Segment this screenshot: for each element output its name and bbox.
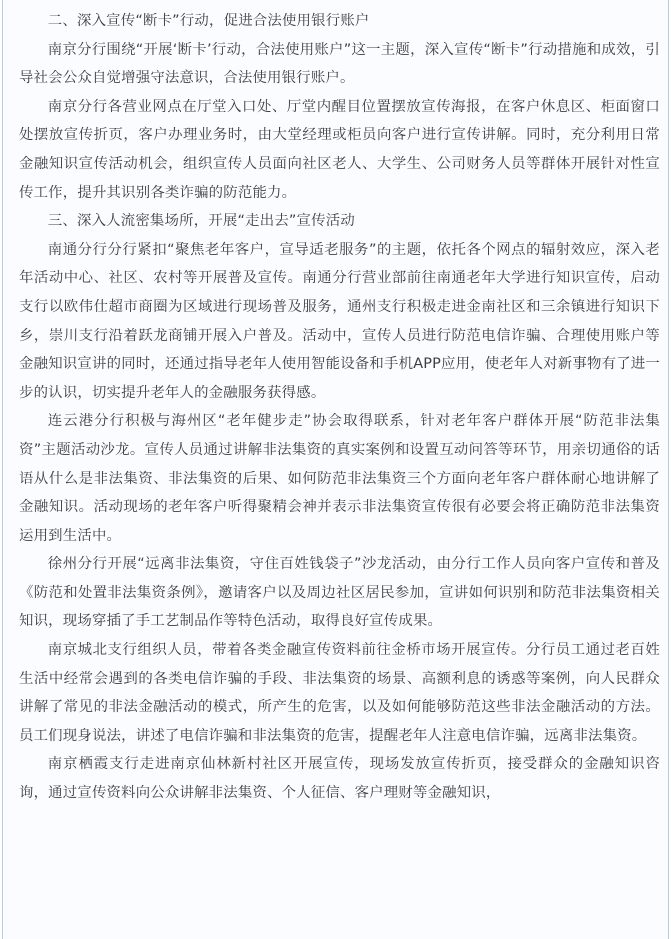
paragraph-chengbei-subbranch: 南京城北支行组织人员，带着各类金融宣传资料前往金桥市场开展宣传。分行员工通过老百姓生活中经常会遇到的各类电信诈骗的手段、非法集资的场景、高额利息的诱惑等案例，向人民群众讲解了常见的非法金融活动的模式，所产生的危害，以及如何能够防范这些非法金融活动的方法。员工们现身说法，讲述了电信诈骗和非法集资的危害，提醒老年人注意电信诈骗，远离非法集资。 [19,642,660,744]
paragraph-lianyungang-branch: 连云港分行积极与海州区“老年健步走”协会取得联系，针对老年客户群体开展“防范非法集资”主题活动沙龙。宣传人员通过讲解非法集资的真实案例和设置互动问答等环节，用亲切通俗的话语从什么是非法集资、非法集资的后果、如何防范非法集资三个方面向老年客户群体耐心地讲解了金融知识。活动现场的老年客户听得聚精会神并表示非法集资宣传很有必要会将正确防范非法集资运用到生活中。 [19,413,660,544]
section-heading-2: 二、深入宣传“断卡”行动，促进合法使用银行账户 [47,13,370,29]
article-frame [2,0,669,939]
paragraph-nanjing-branch-intro: 南京分行围绕“开展‘断卡’行动，合法使用账户”这一主题，深入宣传“断卡”行动措施和成效，引导社会公众自觉增强守法意识，合法使用银行账户。 [19,41,660,87]
article-body [3,0,668,808]
paragraph-xuzhou-branch: 徐州分行开展“远离非法集资，守住百姓钱袋子”沙龙活动，由分行工作人员向客户宣传和普及《防范和处置非法集资条例》，邀请客户以及周边社区居民参加，宣讲如何识别和防范非法集资相关知识，现场穿插了手工艺制品作等特色活动，取得良好宣传成果。 [19,556,660,630]
paragraph-nantong-branch: 南通分行分行紧扣“聚焦老年客户，宣导适老服务”的主题，依托各个网点的辐射效应，深入老年活动中心、社区、农村等开展普及宣传。南通分行营业部前往南通老年大学进行知识宣传，启动支行以欧伟仕超市商圈为区域进行现场普及服务，通州支行积极走进金南社区和三余镇进行知识下乡，崇川支行沿着跃龙商铺开展入户普及。活动中，宣传人员进行防范电信诈骗、合理使用账户等金融知识宣讲的同时，还通过指导老年人使用智能设备和手机APP应用，使老年人对新事物有了进一步的认识，切实提升老年人的金融服务获得感。 [19,241,660,401]
paragraph-nanjing-outlets: 南京分行各营业网点在厅堂入口处、厅堂内醒目位置摆放宣传海报，在客户休息区、柜面窗口处摆放宣传折页，客户办理业务时，由大堂经理或柜员向客户进行宣传讲解。同时，充分利用日常金融知识宣传活动机会，组织宣传人员面向社区老人、大学生、公司财务人员等群体开展针对性宣传工作，提升其识别各类诈骗的防范能力。 [19,98,660,201]
section-heading-3: 三、深入人流密集场所，开展“走出去”宣传活动 [47,213,355,230]
paragraph-qixia-subbranch: 南京栖霞支行走进南京仙林新村社区开展宣传，现场发放宣传折页，接受群众的金融知识咨询，通过宣传资料向公众讲解非法集资、个人征信、客户理财等金融知识， [19,756,660,802]
